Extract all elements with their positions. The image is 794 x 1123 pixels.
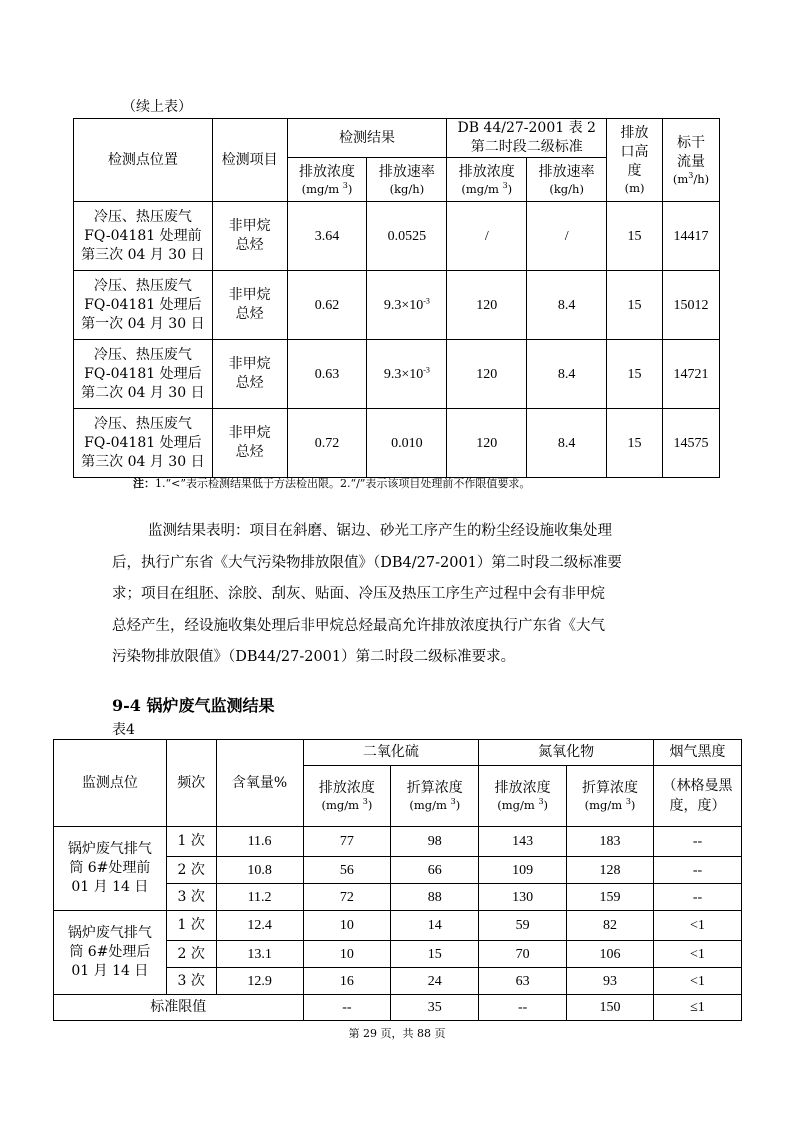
cell-rate: 0.010 bbox=[367, 409, 447, 478]
table-row bbox=[74, 202, 720, 271]
cell-location bbox=[54, 827, 167, 911]
cell-nox-conc: 130 bbox=[479, 884, 567, 911]
header-so2-conc-label: 排放浓度 bbox=[318, 780, 375, 796]
header-so2-conv-unit: (mg/m $^3$) bbox=[409, 797, 461, 812]
cell-conc: 3.64 bbox=[287, 202, 367, 271]
cell-so2-conv: 14 bbox=[391, 911, 479, 941]
cell-flow: 14417 bbox=[663, 202, 720, 271]
cell-nox-conc: 70 bbox=[479, 941, 567, 968]
cell-rate: 0.0525 bbox=[367, 202, 447, 271]
note-label: 注： bbox=[133, 477, 155, 490]
limit-smoke: ≤1 bbox=[653, 995, 741, 1021]
cell-so2-conv: 15 bbox=[391, 941, 479, 968]
exhaust-monitoring-table-continued bbox=[73, 118, 720, 478]
cell-location-line: 冷压、热压废气 bbox=[93, 208, 192, 225]
cell-item-line: 总烃 bbox=[235, 375, 264, 391]
cell-flow: 15012 bbox=[663, 271, 720, 340]
cell-freq: 2 次 bbox=[166, 941, 216, 968]
cell-location-line: 01 月 14 日 bbox=[71, 879, 149, 895]
cell-oxygen: 10.8 bbox=[216, 857, 303, 884]
cell-smoke: -- bbox=[653, 827, 741, 857]
cell-location-line: 冷压、热压废气 bbox=[93, 277, 192, 294]
cell-oxygen: 13.1 bbox=[216, 941, 303, 968]
cell-location-line: 第一次 04 月 30 日 bbox=[81, 315, 205, 332]
cell-smoke: <1 bbox=[653, 968, 741, 995]
cell-so2-conv: 66 bbox=[391, 857, 479, 884]
conclusion-paragraph bbox=[112, 516, 672, 674]
cell-height: 15 bbox=[607, 340, 663, 409]
cell-so2-conc: 16 bbox=[303, 968, 391, 995]
cell-freq: 1 次 bbox=[166, 911, 216, 941]
header-freq: 频次 bbox=[166, 740, 216, 827]
cell-item-line: 非甲烷 bbox=[228, 287, 271, 303]
header-location: 检测点位置 bbox=[74, 119, 213, 202]
cell-item-line: 总烃 bbox=[235, 306, 264, 322]
cell-location-line: FQ-04181 处理后 bbox=[84, 365, 202, 382]
cell-item bbox=[212, 202, 287, 271]
cell-freq: 1 次 bbox=[166, 827, 216, 857]
cell-std-rate: 8.4 bbox=[527, 409, 607, 478]
cell-so2-conv: 88 bbox=[391, 884, 479, 911]
header-conc bbox=[287, 158, 367, 202]
table-caption-continued: （续上表） bbox=[122, 99, 192, 115]
cell-nox-conc: 109 bbox=[479, 857, 567, 884]
boiler-exhaust-table bbox=[53, 739, 742, 1021]
cell-flow: 14575 bbox=[663, 409, 720, 478]
header-height-unit: (m) bbox=[624, 181, 645, 195]
cell-conc: 0.62 bbox=[287, 271, 367, 340]
paragraph-line: 求；项目在组胚、涂胶、刮灰、贴面、冷压及热压工序生产过程中会有非甲烷 bbox=[112, 586, 605, 602]
limit-nox-conc: -- bbox=[479, 995, 567, 1021]
limit-so2-conc: -- bbox=[303, 995, 391, 1021]
cell-oxygen: 11.2 bbox=[216, 884, 303, 911]
cell-freq: 3 次 bbox=[166, 968, 216, 995]
header-so2: 二氧化硫 bbox=[303, 740, 479, 766]
cell-item bbox=[212, 271, 287, 340]
header-nox-conc-unit: (mg/m $^3$) bbox=[497, 797, 549, 812]
limit-label: 标准限值 bbox=[54, 995, 304, 1021]
exponent: -3 bbox=[423, 364, 430, 374]
header-rate bbox=[367, 158, 447, 202]
table-row bbox=[54, 911, 742, 941]
header-flow-label: 标干流量 bbox=[677, 134, 705, 170]
cell-conc: 0.63 bbox=[287, 340, 367, 409]
cell-item bbox=[212, 409, 287, 478]
header-item: 检测项目 bbox=[212, 119, 287, 202]
cell-location-line: 01 月 14 日 bbox=[71, 963, 149, 979]
cell-std-conc: 120 bbox=[447, 409, 527, 478]
cell-smoke: <1 bbox=[653, 941, 741, 968]
header-nox-conc bbox=[479, 766, 567, 827]
limit-so2-conv: 35 bbox=[391, 995, 479, 1021]
table-row bbox=[74, 409, 720, 478]
cell-item-line: 非甲烷 bbox=[228, 218, 271, 234]
header-conc-unit: (mg/m $^3$) bbox=[301, 180, 353, 196]
header-std-conc-unit: (mg/m $^3$) bbox=[461, 180, 513, 196]
header-standard-line1: DB 44/27-2001 表 2 bbox=[457, 120, 596, 136]
cell-location-line: 第二次 04 月 30 日 bbox=[81, 384, 205, 401]
cell-location bbox=[54, 911, 167, 995]
limit-nox-conv: 150 bbox=[567, 995, 654, 1021]
cell-std-conc: 120 bbox=[447, 271, 527, 340]
limit-row bbox=[54, 995, 742, 1021]
cell-so2-conc: 77 bbox=[303, 827, 391, 857]
cell-item-line: 非甲烷 bbox=[228, 425, 271, 441]
cell-location-line: 筒 6#处理前 bbox=[69, 860, 151, 876]
cell-nox-conc: 63 bbox=[479, 968, 567, 995]
header-rate-label: 排放速率 bbox=[378, 163, 435, 180]
cell-rate: $9.3\times 10^{-3}$ bbox=[367, 340, 447, 409]
cell-location-line: 冷压、热压废气 bbox=[93, 346, 192, 363]
header-conc-label: 排放浓度 bbox=[299, 163, 355, 180]
cell-location bbox=[74, 409, 213, 478]
cell-location bbox=[74, 340, 213, 409]
cell-std-rate: 8.4 bbox=[527, 340, 607, 409]
paragraph-line: 后，执行广东省《大气污染物排放限值》（DB4/27-2001）第二时段二级标准要 bbox=[112, 554, 622, 571]
cell-std-conc: 120 bbox=[447, 340, 527, 409]
cell-location bbox=[74, 202, 213, 271]
cell-nox-conv: 82 bbox=[567, 911, 654, 941]
cell-nox-conv: 106 bbox=[567, 941, 654, 968]
cell-height: 15 bbox=[607, 409, 663, 478]
header-so2-conc-unit: (mg/m $^3$) bbox=[321, 797, 373, 812]
header-nox-conv bbox=[567, 766, 654, 827]
cell-location-line: 锅炉废气排气 bbox=[67, 841, 152, 857]
header-standard-line2: 第二时段二级标准 bbox=[470, 139, 583, 155]
cell-nox-conc: 59 bbox=[479, 911, 567, 941]
cell-smoke: <1 bbox=[653, 911, 741, 941]
section-heading: 9-4 锅炉废气监测结果 bbox=[112, 696, 275, 715]
cell-flow: 14721 bbox=[663, 340, 720, 409]
paragraph-line: 总烃产生，经设施收集处理后非甲烷总烃最高允许排放浓度执行广东省《大气 bbox=[112, 617, 605, 634]
cell-conc: 0.72 bbox=[287, 409, 367, 478]
cell-oxygen: 12.9 bbox=[216, 968, 303, 995]
exponent: -3 bbox=[423, 295, 430, 305]
cell-so2-conv: 24 bbox=[391, 968, 479, 995]
header-smoke-sub-label: （林格曼黑度，度） bbox=[662, 778, 733, 814]
header-nox-conv-unit: (mg/m $^3$) bbox=[584, 797, 636, 812]
header-std-rate bbox=[527, 158, 607, 202]
cell-location-line: 锅炉废气排气 bbox=[67, 925, 152, 941]
table-note bbox=[133, 475, 530, 491]
header-std-rate-label: 排放速率 bbox=[538, 163, 595, 180]
cell-freq: 2 次 bbox=[166, 857, 216, 884]
page-footer: 第 29 页，共 88 页 bbox=[348, 1027, 446, 1040]
header-smoke-sub bbox=[653, 766, 741, 827]
header-so2-conc bbox=[303, 766, 391, 827]
cell-smoke: -- bbox=[653, 884, 741, 911]
paragraph-line: 监测结果表明：项目在斜磨、锯边、砂光工序产生的粉尘经设施收集处理 bbox=[148, 523, 612, 539]
cell-item-line: 总烃 bbox=[235, 237, 264, 253]
cell-std-rate: 8.4 bbox=[527, 271, 607, 340]
cell-oxygen: 11.6 bbox=[216, 827, 303, 857]
cell-nox-conv: 93 bbox=[567, 968, 654, 995]
cell-item bbox=[212, 340, 287, 409]
cell-std-conc: / bbox=[447, 202, 527, 271]
cell-location-line: FQ-04181 处理前 bbox=[84, 227, 202, 244]
table-row bbox=[74, 340, 720, 409]
cell-location-line: 冷压、热压废气 bbox=[93, 415, 192, 432]
cell-item-line: 非甲烷 bbox=[228, 356, 271, 372]
header-height bbox=[607, 119, 663, 202]
cell-oxygen: 12.4 bbox=[216, 911, 303, 941]
cell-location-line: 第三次 04 月 30 日 bbox=[81, 246, 205, 263]
header-rate-unit: (kg/h) bbox=[389, 181, 425, 196]
cell-location-line: FQ-04181 处理后 bbox=[84, 434, 202, 451]
header-flow bbox=[663, 119, 720, 202]
header-standard bbox=[447, 119, 607, 158]
header-nox-conv-label: 折算浓度 bbox=[582, 780, 639, 796]
header-location: 监测点位 bbox=[54, 740, 167, 827]
cell-item-line: 总烃 bbox=[235, 444, 264, 460]
table-row bbox=[54, 827, 742, 857]
cell-so2-conc: 56 bbox=[303, 857, 391, 884]
cell-smoke: -- bbox=[653, 857, 741, 884]
header-so2-conv-label: 折算浓度 bbox=[406, 780, 463, 796]
cell-height: 15 bbox=[607, 202, 663, 271]
cell-nox-conv: 159 bbox=[567, 884, 654, 911]
header-result: 检测结果 bbox=[287, 119, 447, 158]
header-smoke: 烟气黑度 bbox=[653, 740, 741, 766]
cell-location-line: FQ-04181 处理后 bbox=[84, 296, 202, 313]
cell-so2-conc: 10 bbox=[303, 941, 391, 968]
cell-so2-conv: 98 bbox=[391, 827, 479, 857]
cell-rate: $9.3\times 10^{-3}$ bbox=[367, 271, 447, 340]
table4-caption: 表4 bbox=[112, 722, 135, 738]
header-std-conc bbox=[447, 158, 527, 202]
header-oxygen: 含氧量% bbox=[216, 740, 303, 827]
header-so2-conv bbox=[391, 766, 479, 827]
cell-location-line: 第三次 04 月 30 日 bbox=[81, 453, 205, 470]
header-height-label: 排放口高度 bbox=[620, 125, 649, 179]
cell-nox-conv: 128 bbox=[567, 857, 654, 884]
paragraph-line: 污染物排放限值》（DB44/27-2001）第二时段二级标准要求。 bbox=[112, 649, 516, 665]
cell-so2-conc: 72 bbox=[303, 884, 391, 911]
cell-location-line: 筒 6#处理后 bbox=[69, 944, 151, 960]
header-flow-unit: $(m^3/h)$ bbox=[672, 170, 710, 186]
cell-freq: 3 次 bbox=[166, 884, 216, 911]
cell-std-rate: / bbox=[527, 202, 607, 271]
cell-height: 15 bbox=[607, 271, 663, 340]
header-std-conc-label: 排放浓度 bbox=[458, 163, 515, 180]
cell-nox-conv: 183 bbox=[567, 827, 654, 857]
table-row bbox=[74, 271, 720, 340]
header-nox-conc-label: 排放浓度 bbox=[494, 780, 551, 796]
cell-nox-conc: 143 bbox=[479, 827, 567, 857]
cell-location bbox=[74, 271, 213, 340]
header-nox: 氮氧化物 bbox=[479, 740, 654, 766]
cell-so2-conc: 10 bbox=[303, 911, 391, 941]
note-text: 1.“<”表示检测结果低于方法检出限。2.“/”表示该项目处理前不作限值要求。 bbox=[155, 477, 531, 490]
header-std-rate-unit: (kg/h) bbox=[549, 181, 584, 196]
